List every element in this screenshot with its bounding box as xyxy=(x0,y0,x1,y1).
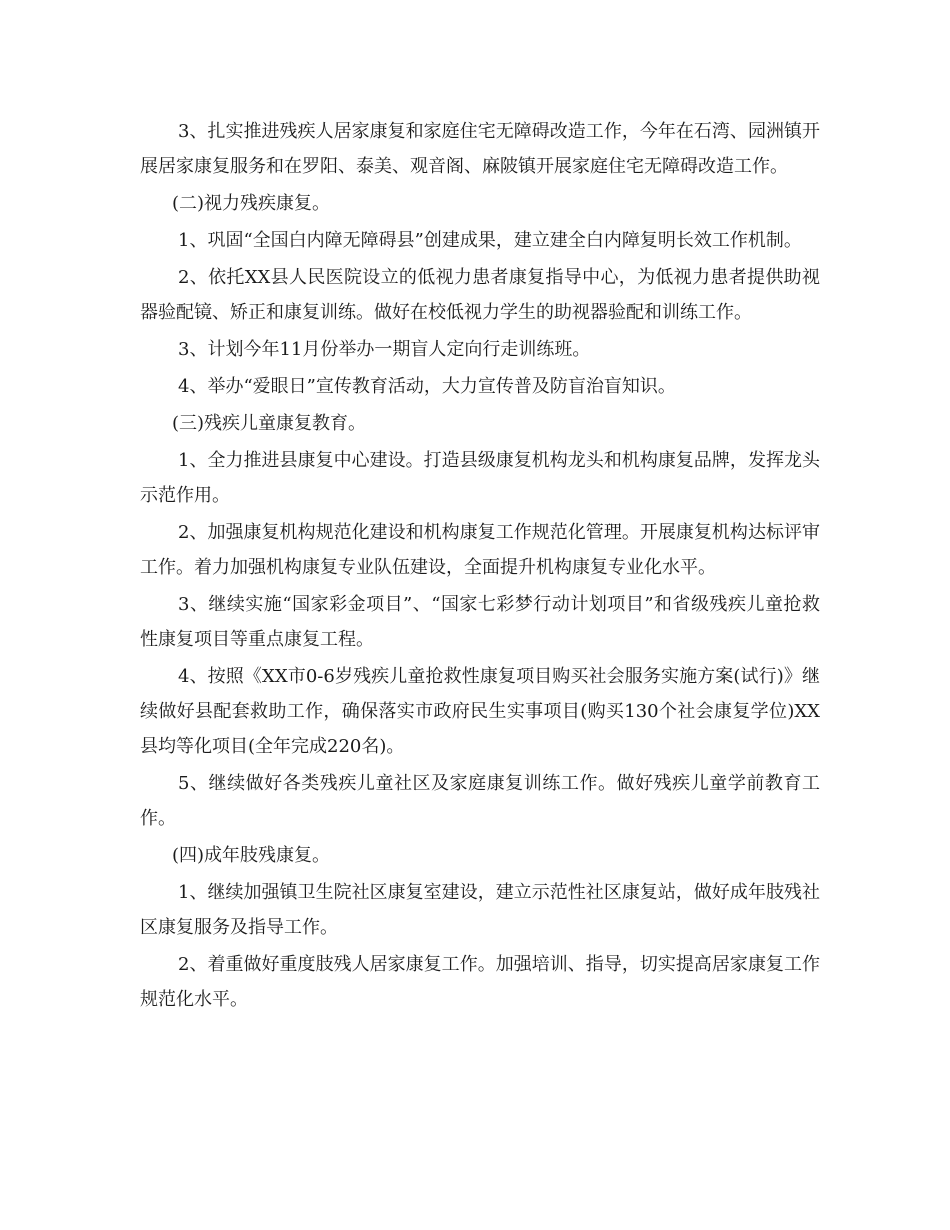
paragraph: 3、计划今年11月份举办一期盲人定向行走训练班。 xyxy=(178,339,591,360)
paragraph: 3、继续实施“国家彩金项目”、“国家七彩梦行动计划项目”和省级残疾儿童抢救性康复项目等重点康复工程。 xyxy=(140,594,820,650)
section-heading: (三)残疾儿童康复教育。 xyxy=(172,413,367,434)
paragraph: 4、按照《XX市0-6岁残疾儿童抢救性康复项目购买社会服务实施方案(试行)》继续做好县配套救助工作，确保落实市政府民生实事项目(购买130个社会康复学位)XX县均等化项目(全年完成220名)。 xyxy=(140,666,820,757)
paragraph: 4、举办“爱眼日”宣传教育活动，大力宣传普及防盲治盲知识。 xyxy=(178,376,676,397)
paragraph: 2、着重做好重度肢残人居家康复工作。加强培训、指导，切实提高居家康复工作规范化水平。 xyxy=(140,954,820,1010)
paragraph: 1、巩固“全国白内障无障碍县”创建成果，建立建全白内障复明长效工作机制。 xyxy=(178,230,802,251)
paragraph: 3、扎实推进残疾人居家康复和家庭住宅无障碍改造工作，今年在石湾、园洲镇开展居家康复服务和在罗阳、泰美、观音阁、麻陂镇开展家庭住宅无障碍改造工作。 xyxy=(140,121,820,177)
paragraph: 2、加强康复机构规范化建设和机构康复工作规范化管理。开展康复机构达标评审工作。着力加强机构康复专业队伍建设，全面提升机构康复专业化水平。 xyxy=(140,522,820,578)
paragraph: 1、全力推进县康复中心建设。打造县级康复机构龙头和机构康复品牌，发挥龙头示范作用。 xyxy=(140,450,820,506)
document-body xyxy=(140,114,820,1017)
paragraph: 1、继续加强镇卫生院社区康复室建设，建立示范性社区康复站，做好成年肢残社区康复服务及指导工作。 xyxy=(140,882,820,938)
paragraph: 2、依托XX县人民医院设立的低视力患者康复指导中心，为低视力患者提供助视器验配镜、矫正和康复训练。做好在校低视力学生的助视器验配和训练工作。 xyxy=(140,267,820,323)
paragraph: 5、继续做好各类残疾儿童社区及家庭康复训练工作。做好残疾儿童学前教育工作。 xyxy=(140,773,820,829)
section-heading: (四)成年肢残康复。 xyxy=(172,845,331,866)
section-heading: (二)视力残疾康复。 xyxy=(172,193,331,214)
